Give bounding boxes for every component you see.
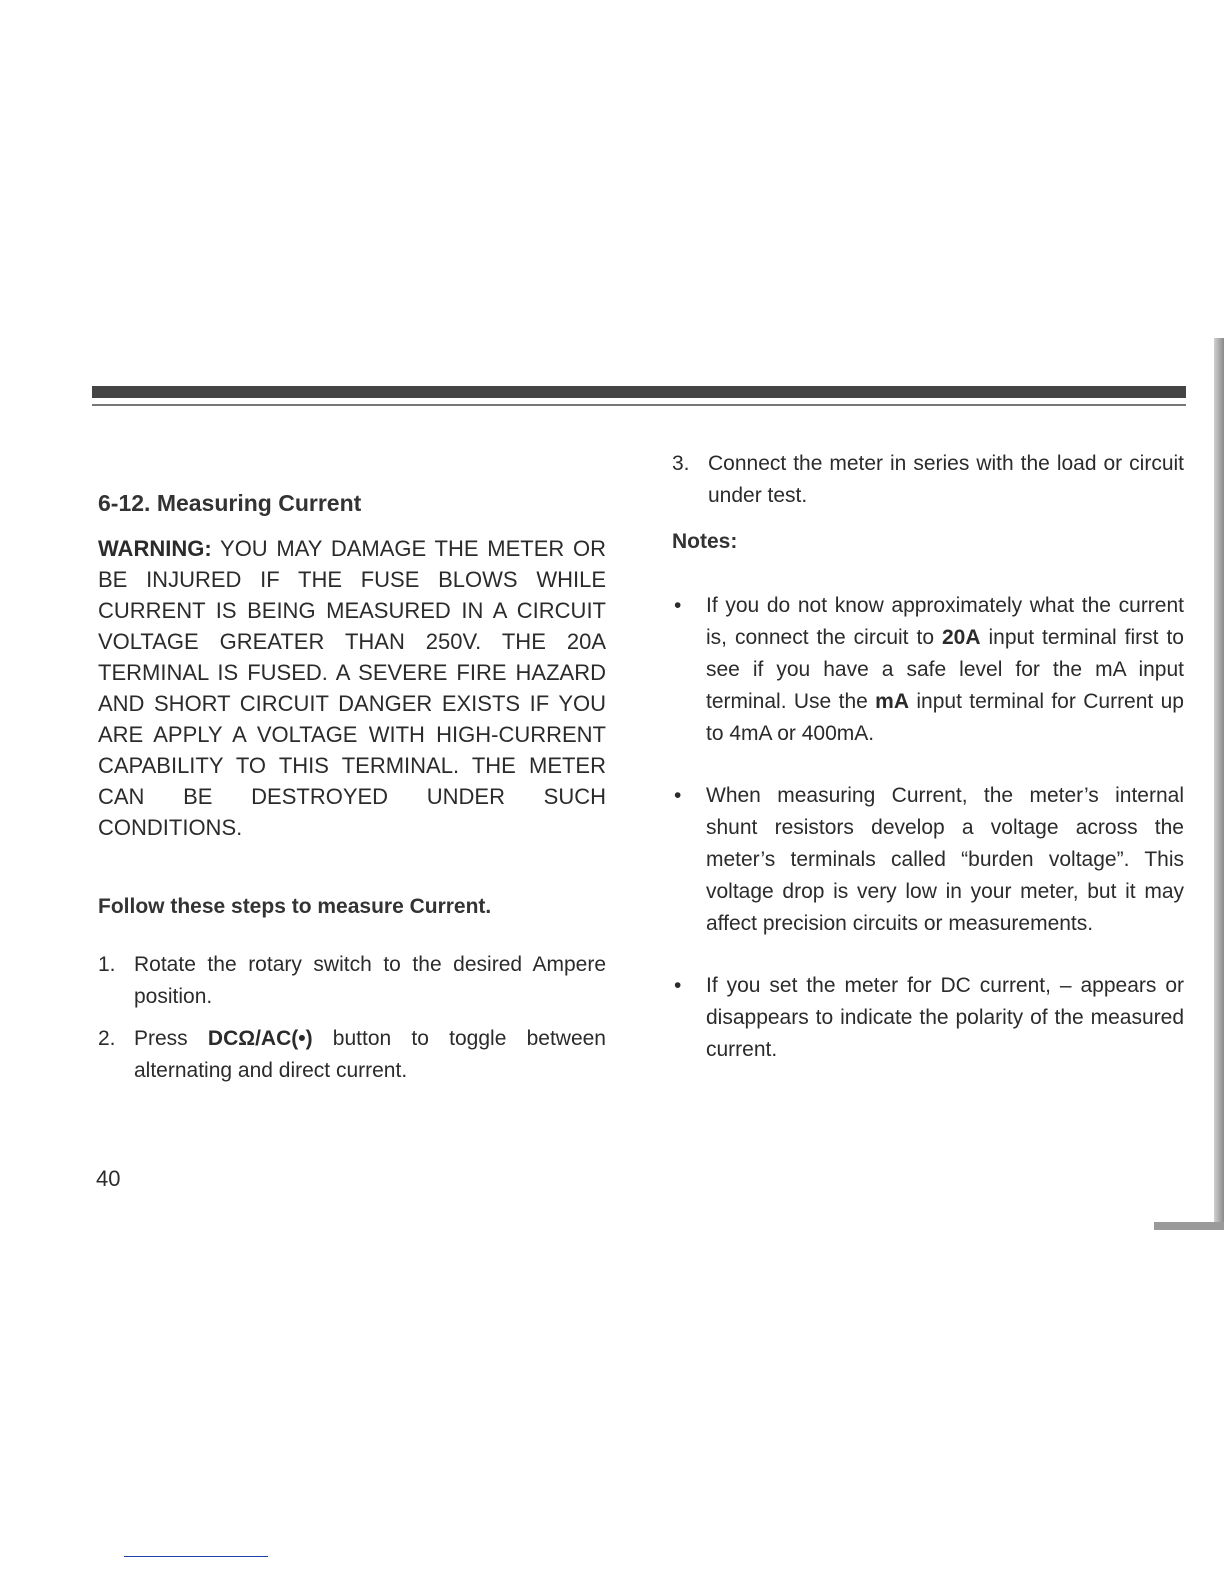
- header-rule: [92, 386, 1186, 398]
- warning-label: WARNING:: [98, 536, 212, 561]
- notes-heading: Notes:: [672, 530, 738, 553]
- page-spine-shadow: [1214, 338, 1224, 1228]
- bullet-icon: •: [674, 974, 682, 997]
- warning-paragraph: [98, 533, 606, 843]
- note-item: [672, 590, 1184, 750]
- page-spine-foot: [1154, 1222, 1224, 1230]
- note-item: [672, 970, 1184, 1066]
- note-item: [672, 780, 1184, 940]
- step-item: [672, 448, 1184, 512]
- step-number: 3.: [672, 452, 690, 475]
- note-text: When measuring Current, the meter’s internal shunt resistors develop a voltage across the meter’s terminals called “burden voltage”. This voltage drop is very low in your meter, but it may affect precision circuits or measurements.: [706, 784, 1184, 935]
- steps-heading: Follow these steps to measure Current.: [98, 895, 492, 918]
- page-number: 40: [96, 1166, 121, 1191]
- step-number: 2.: [98, 1027, 116, 1050]
- left-column: [98, 490, 606, 1097]
- bullet-icon: •: [674, 784, 682, 807]
- step-item: [98, 949, 606, 1013]
- step-text: Connect the meter in series with the load or circuit under test.: [708, 452, 1184, 507]
- bullet-icon: •: [674, 594, 682, 617]
- note-text: If you do not know approximately what the current is, connect the circuit to 20A input terminal first to see if you have a safe level for the mA input terminal. Use the mA input terminal for Current up to 4mA or 400mA.: [706, 594, 1184, 745]
- notes-list: [672, 590, 1184, 1066]
- button-name: DCΩ/AC(•): [207, 1027, 313, 1050]
- step-text: Press DCΩ/AC(•) button to toggle between alternating and direct current.: [134, 1027, 606, 1082]
- right-column: [672, 448, 1184, 1096]
- bottom-rule: [124, 1556, 268, 1557]
- step-text: Rotate the rotary switch to the desired Ampere position.: [134, 953, 606, 1008]
- note-text: If you set the meter for DC current, – appears or disappears to indicate the polarity of the measured current.: [706, 974, 1184, 1061]
- step-item: [98, 1023, 606, 1087]
- section-title: 6-12. Measuring Current: [98, 490, 362, 516]
- step-number: 1.: [98, 953, 116, 976]
- warning-text: YOU MAY DAMAGE THE METER OR BE INJURED IF THE FUSE BLOWS WHILE CURRENT IS BEING MEASURED IN A CIRCUIT VOLTAGE GREATER THAN 250V. THE 20A TERMINAL IS FUSED. A SEVERE FIRE HAZARD AND SHORT CIRCUIT DANGER EXISTS IF YOU ARE APPLY A VOLTAGE WITH HIGH-CURRENT CAPABILITY TO THIS TERMINAL. THE METER CAN BE DESTROYED UNDER SUCH CONDITIONS.: [98, 536, 606, 840]
- header-rule-thin: [92, 404, 1186, 406]
